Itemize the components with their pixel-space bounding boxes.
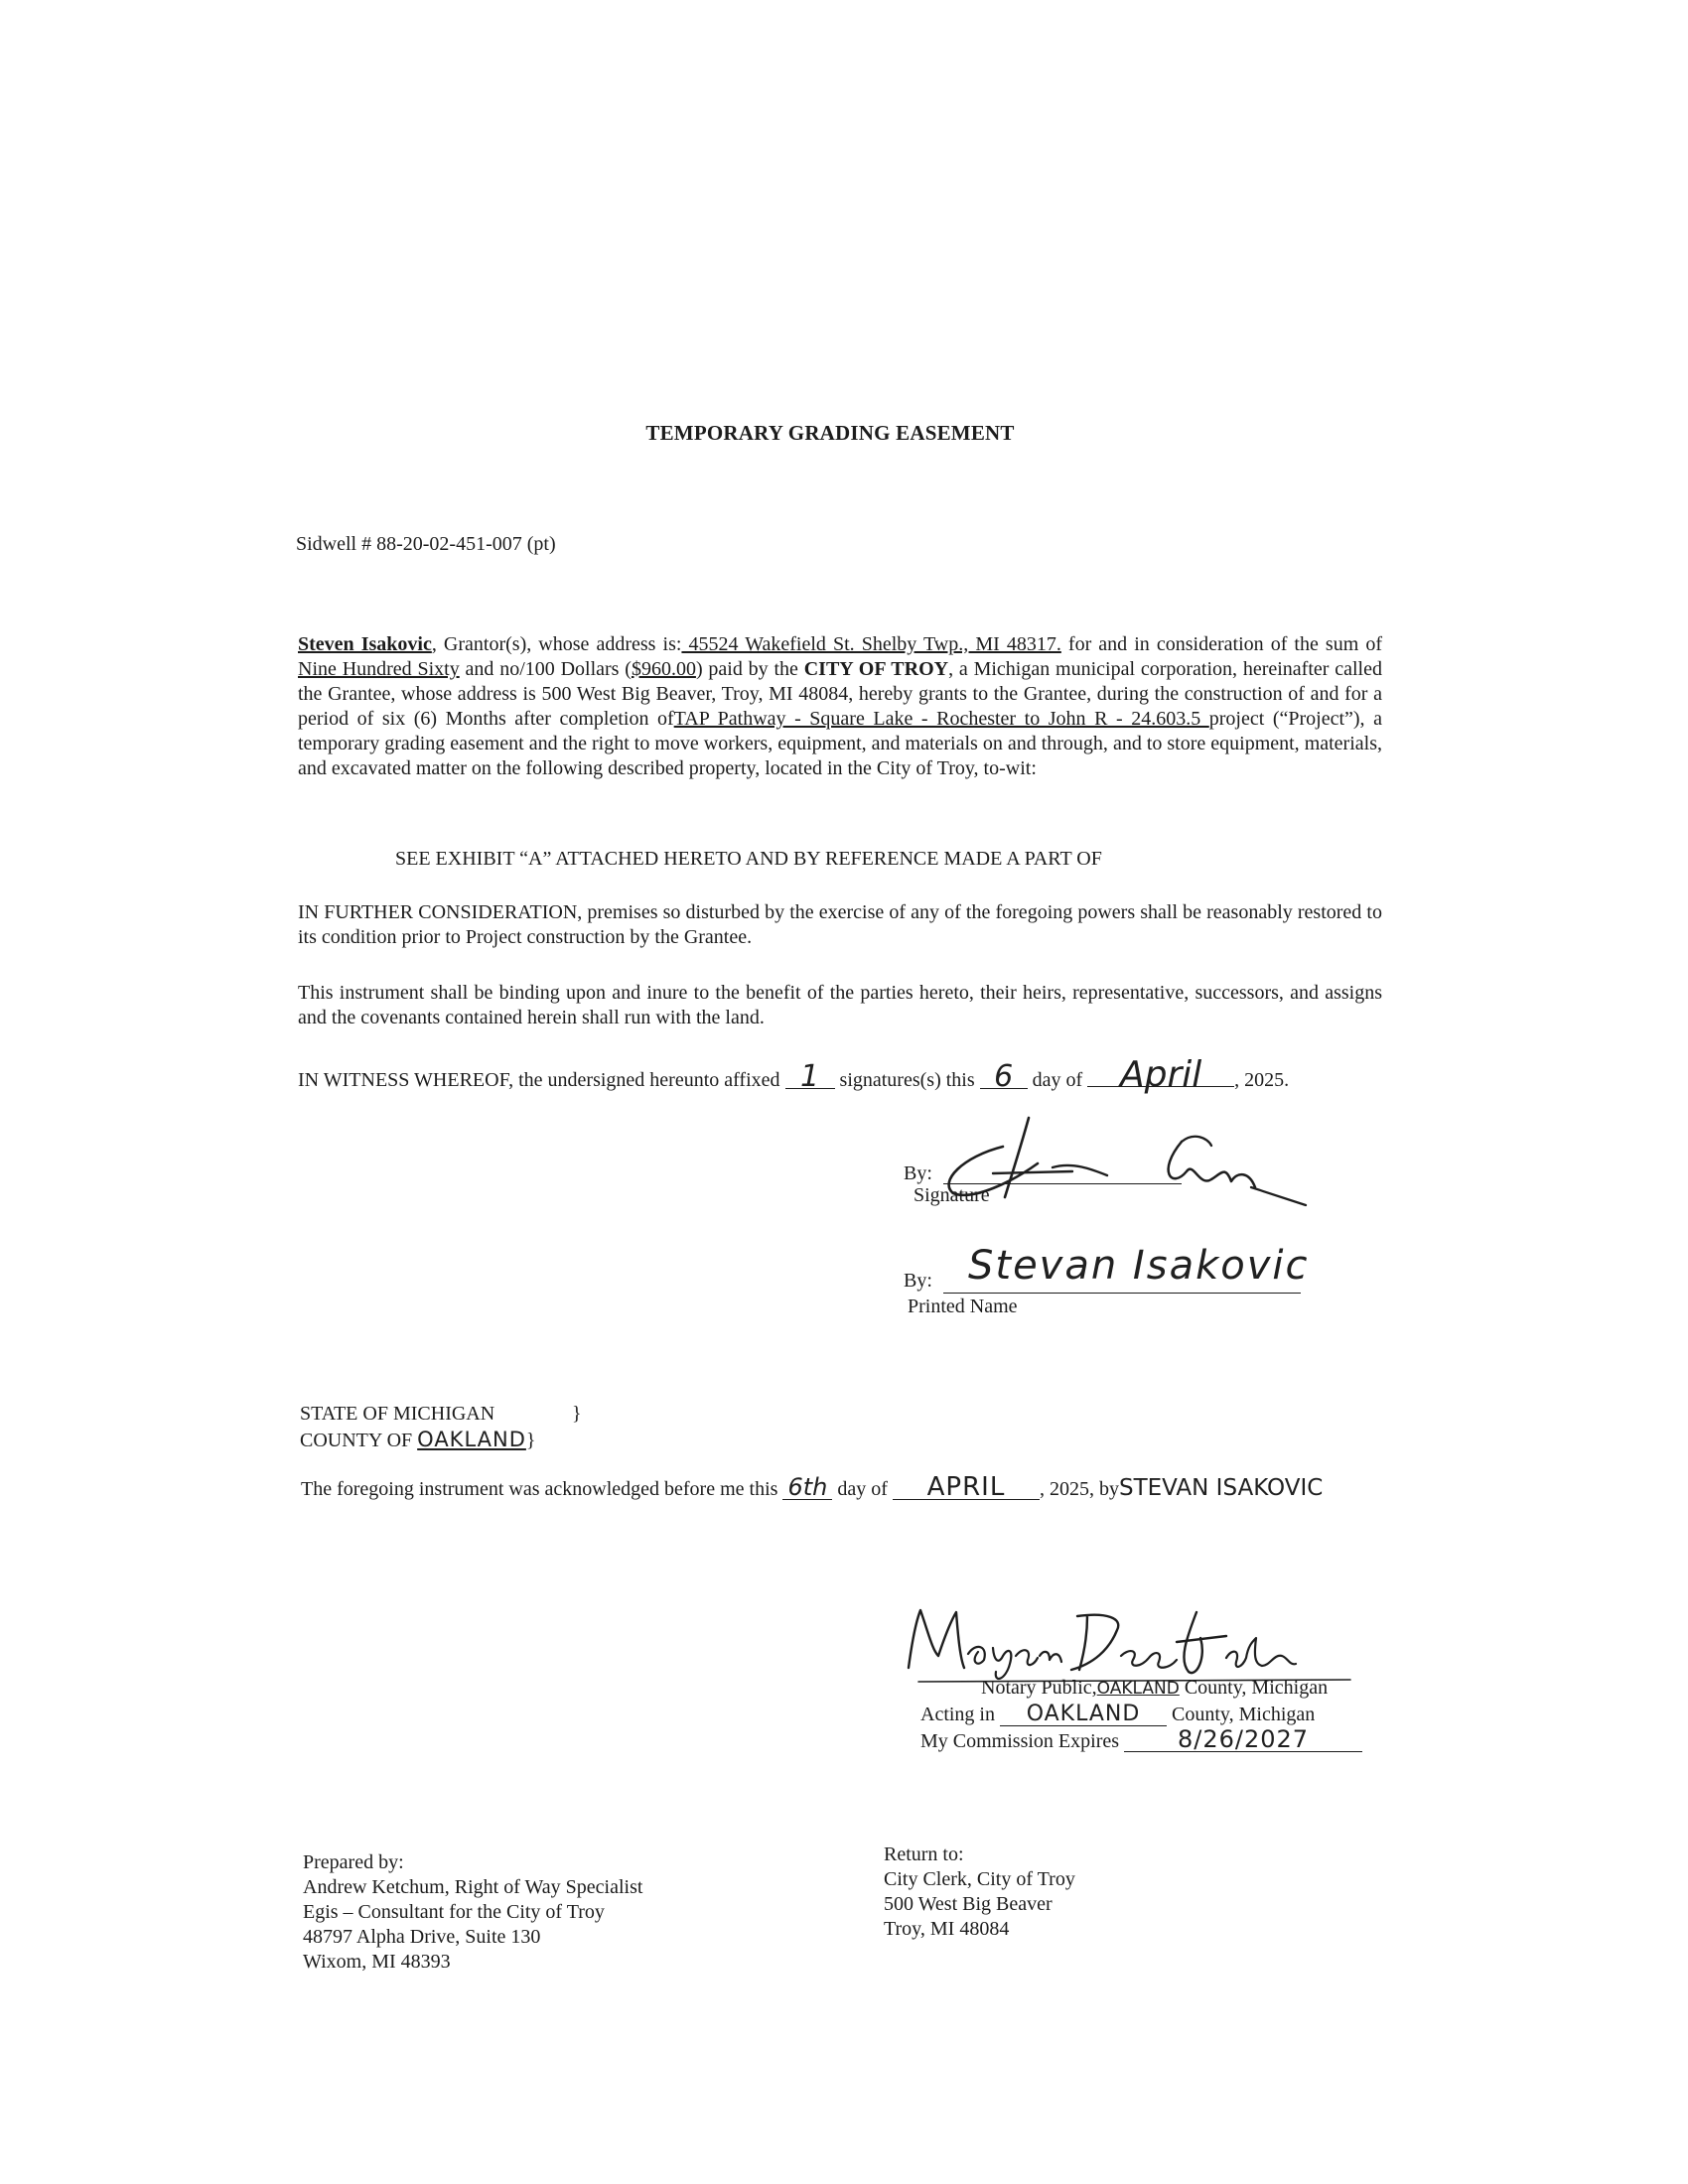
document-title: TEMPORARY GRADING EASEMENT	[645, 421, 1015, 445]
ack-month-field	[893, 1472, 1040, 1502]
grant-text-5: , a Michigan municipal corporation, hereinafter called the Grantee, whose address is 500 West Big Beaver, Troy, MI 48084, hereby grants to the Grantee, during the construction of and for a period of six (6) Months after completion of	[298, 658, 1382, 730]
acting-in-line	[920, 1702, 1315, 1727]
notary-public-line	[981, 1676, 1328, 1702]
witness-mid-1: signatures(s) this	[839, 1069, 975, 1091]
grant-text-1: , Grantor(s), whose address is:	[431, 633, 682, 655]
amount-words: Nine Hundred Sixty	[298, 658, 460, 680]
ack-day-field	[782, 1475, 832, 1500]
prepared-by-block	[303, 1850, 642, 1975]
acting-county: OAKLAND	[1026, 1702, 1141, 1726]
ack-day: 6th	[787, 1473, 828, 1501]
by-label-1: By:	[904, 1162, 932, 1184]
witness-line	[298, 1054, 1290, 1095]
grant-text-3: and no/100 Dollars (	[459, 658, 632, 680]
return-to-block	[884, 1843, 1075, 1942]
acting-in-label: Acting in	[920, 1704, 995, 1725]
signature-caption: Signature	[914, 1184, 990, 1206]
commission-label: My Commission Expires	[920, 1730, 1120, 1752]
notary-public-suffix: County, Michigan	[1184, 1677, 1329, 1699]
signature-count-field	[785, 1059, 835, 1094]
prepared-by-line: Wixom, MI 48393	[303, 1951, 451, 1973]
notary-public-county: OAKLAND	[1096, 1679, 1180, 1699]
notary-public-label: Notary Public,	[981, 1677, 1097, 1699]
commission-date-field	[1124, 1727, 1362, 1752]
grantor-name: Steven Isakovic	[298, 633, 432, 655]
grantee-name: CITY OF TROY	[803, 658, 949, 680]
acknowledgment-line	[301, 1472, 1324, 1502]
ack-name: STEVAN ISAKOVIC	[1118, 1475, 1324, 1501]
return-to-line: Troy, MI 48084	[884, 1918, 1010, 1940]
printed-name-caption: Printed Name	[908, 1296, 1018, 1317]
prepared-by-line: Egis – Consultant for the City of Troy	[303, 1901, 605, 1923]
prepared-by-line: Andrew Ketchum, Right of Way Specialist	[303, 1876, 643, 1898]
consideration-paragraph: IN FURTHER CONSIDERATION, premises so disturbed by the exercise of any of the foregoing powers shall be reasonably restored to its condition prior to Project construction by the Grantee.	[298, 901, 1382, 948]
signature-count: 1	[799, 1059, 820, 1094]
commission-date: 8/26/2027	[1177, 1725, 1310, 1753]
state-brace: }	[572, 1403, 582, 1425]
grant-text-6: project (“Project”), a temporary grading easement and the right to move workers, equipment, and materials on and through, and to store equipment, materials, and excavated matter on the following described property, located in the City of Troy, to-wit:	[298, 708, 1382, 779]
witness-prefix: IN WITNESS WHEREOF, the undersigned hereunto affixed	[298, 1069, 780, 1091]
county-brace: }	[525, 1430, 536, 1451]
acknowledgment-prefix: The foregoing instrument was acknowledged before me this	[301, 1478, 778, 1500]
by-label-2: By:	[904, 1270, 932, 1292]
return-to-line: City Clerk, City of Troy	[884, 1868, 1075, 1890]
state-label: STATE OF MICHIGAN	[300, 1403, 495, 1425]
grantor-signature	[933, 1102, 1331, 1211]
witness-day-field	[980, 1059, 1028, 1094]
printed-name-line	[943, 1293, 1301, 1294]
sidwell-number: Sidwell # 88-20-02-451-007 (pt)	[296, 533, 556, 555]
printed-name: Stevan Isakovic	[968, 1243, 1310, 1289]
county-label: COUNTY OF	[300, 1430, 413, 1451]
project-name: TAP Pathway - Square Lake - Rochester to John R - 24.603.5	[673, 708, 1209, 730]
return-to-line: 500 West Big Beaver	[884, 1893, 1053, 1915]
grantor-address: 45524 Wakefield St. Shelby Twp., MI 48317.	[681, 633, 1061, 655]
witness-month-field	[1087, 1054, 1234, 1095]
exhibit-reference: SEE EXHIBIT “A” ATTACHED HERETO AND BY REFERENCE MADE A PART OF	[395, 848, 1102, 870]
acknowledgment-mid: day of	[837, 1478, 888, 1500]
witness-month: April	[1120, 1054, 1202, 1095]
return-to-label: Return to:	[884, 1843, 964, 1865]
county-name: OAKLAND	[417, 1428, 526, 1451]
commission-line	[920, 1727, 1362, 1754]
grant-paragraph	[298, 632, 1382, 781]
witness-day: 6	[994, 1059, 1014, 1094]
witness-mid-2: day of	[1032, 1069, 1083, 1091]
acting-in-suffix: County, Michigan	[1172, 1704, 1316, 1725]
witness-year: , 2025.	[1234, 1069, 1290, 1091]
acknowledgment-year: , 2025, by	[1039, 1478, 1119, 1500]
acting-county-field	[1000, 1702, 1167, 1726]
county-line	[300, 1428, 536, 1453]
prepared-by-label: Prepared by:	[303, 1851, 404, 1873]
notary-signature	[899, 1598, 1355, 1688]
prepared-by-line: 48797 Alpha Drive, Suite 130	[303, 1926, 541, 1948]
amount-number: $960.00	[631, 658, 696, 680]
grant-text-2: for and in consideration of the sum of	[1060, 633, 1383, 655]
binding-paragraph: This instrument shall be binding upon and inure to the benefit of the parties hereto, their heirs, representative, successors, and assigns and the covenants contained herein shall run with the land.	[298, 982, 1382, 1028]
ack-month: APRIL	[926, 1472, 1006, 1502]
grant-text-4: ) paid by the	[695, 658, 804, 680]
